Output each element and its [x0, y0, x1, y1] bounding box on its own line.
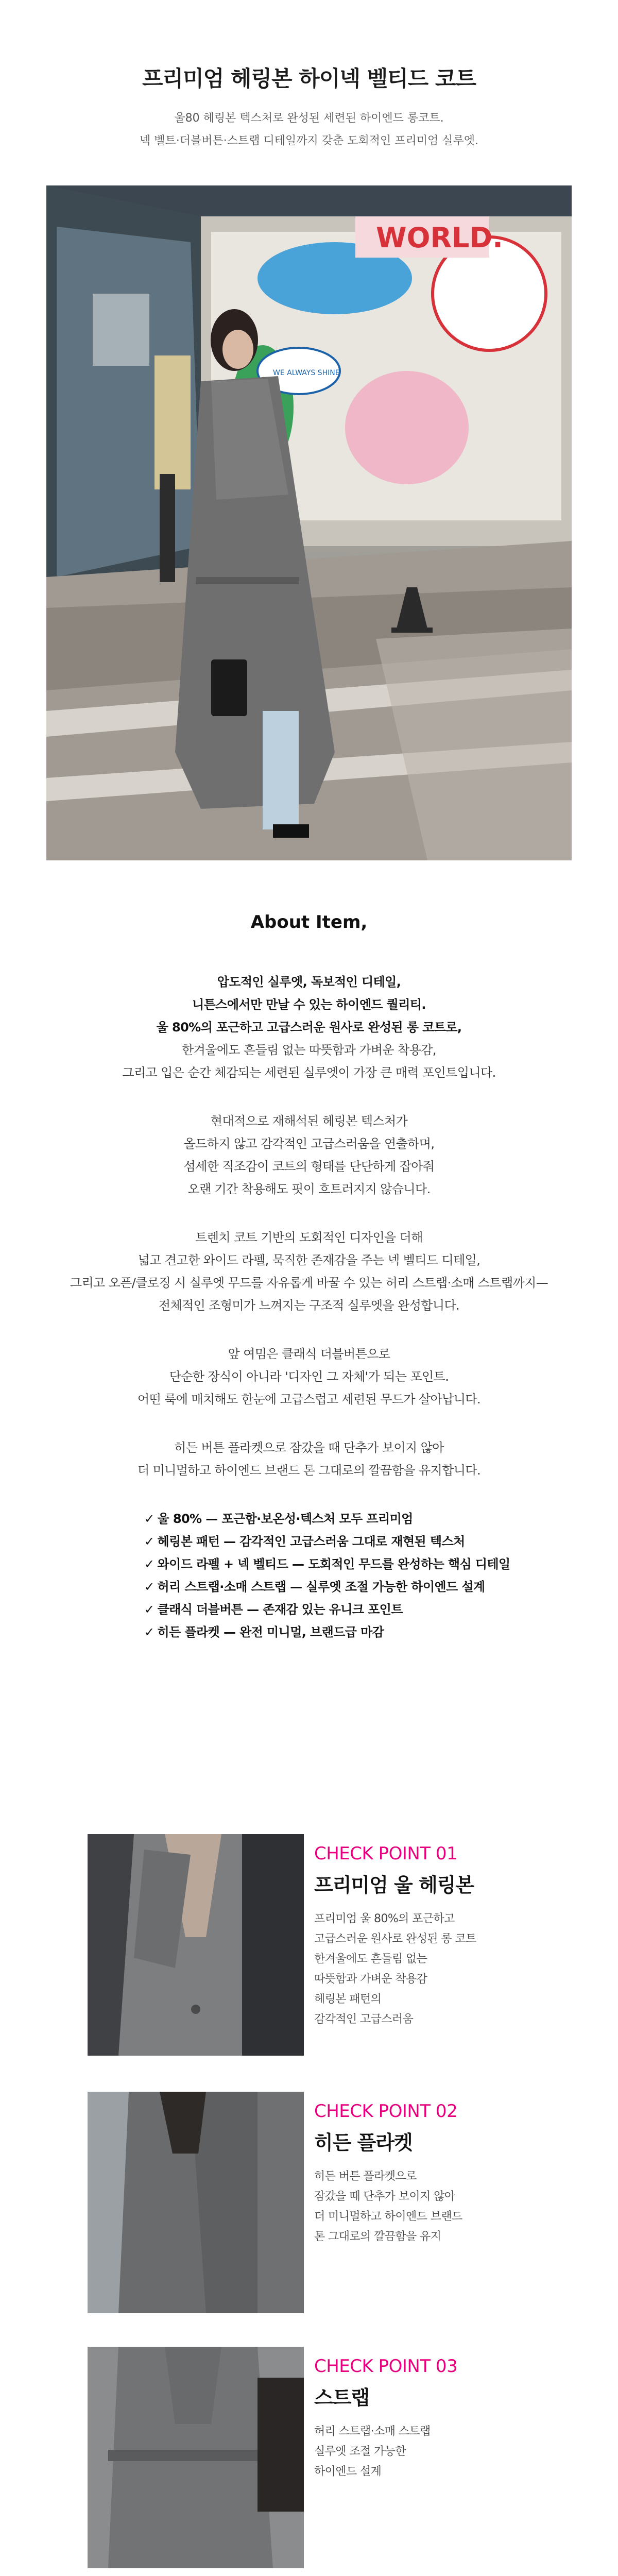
subtitle-line: 울80 헤링본 텍스처로 완성된 세련된 하이엔드 롱코트. — [174, 112, 444, 125]
checkpoint-body — [314, 2421, 551, 2482]
about-line: 넓고 견고한 와이드 라펠, 묵직한 존재감을 주는 넥 벨티드 디테일, — [138, 1253, 480, 1267]
about-line: 그리고 입은 순간 체감되는 세련된 실루엣이 가장 큰 매력 포인트입니다. — [122, 1065, 496, 1080]
check-icon: ✓ — [144, 1557, 154, 1571]
check-icon: ✓ — [144, 1625, 154, 1639]
checkpoint-body — [314, 1909, 551, 2029]
check-icon: ✓ — [144, 1534, 154, 1549]
about-heading: About Item, — [250, 912, 368, 933]
subtitle-line: 넥 벨트·더블버튼·스트랩 디테일까지 갖춘 도회적인 프리미엄 실루엣. — [140, 134, 478, 147]
about-section — [0, 912, 618, 1643]
checklist-text: 와이드 라펠 + 넥 벨티드 — 도회적인 무드를 완성하는 핵심 디테일 — [157, 1557, 510, 1571]
about-line: 니튼스에서만 만날 수 있는 하이엔드 퀄리티. — [192, 997, 426, 1012]
about-line: 그리고 오픈/클로징 시 실루엣 무드를 자유롭게 바꿀 수 있는 허리 스트랩·소매 스트랩까지— — [70, 1276, 548, 1290]
about-line: 히든 버튼 플라켓으로 잠갔을 때 단추가 보이지 않아 — [174, 1440, 444, 1455]
checklist-text: 울 80% — 포근함·보온성·텍스처 모두 프리미엄 — [157, 1512, 413, 1526]
checkpoint-02-text — [314, 2101, 551, 2247]
checkpoint-line: 감각적인 고급스러움 — [314, 2013, 414, 2026]
checkpoint-03 — [88, 2347, 551, 2568]
checkpoint-line: 따뜻함과 가벼운 착용감 — [314, 1973, 427, 1986]
about-paragraph — [0, 1226, 618, 1317]
checklist-text: 클래식 더블버튼 — 존재감 있는 유니크 포인트 — [157, 1602, 403, 1617]
about-line: 앞 여밈은 클래식 더블버튼으로 — [228, 1347, 390, 1361]
about-line: 어떤 룩에 매치해도 한눈에 고급스럽고 세련된 무드가 살아납니다. — [138, 1392, 480, 1406]
product-header — [0, 62, 618, 152]
checkpoint-03-photo — [88, 2347, 304, 2568]
feature-checklist — [77, 1507, 541, 1643]
about-paragraph — [0, 971, 618, 1084]
check-icon: ✓ — [144, 1580, 154, 1594]
checkpoint-02-photo — [88, 2092, 304, 2313]
checkpoint-label: CHECK POINT 01 — [314, 1843, 458, 1864]
check-icon: ✓ — [144, 1602, 154, 1617]
checkpoint-03-illustration — [88, 2347, 304, 2568]
checkpoint-label: CHECK POINT 03 — [314, 2356, 458, 2377]
hero-photo-illustration — [46, 185, 572, 860]
checkpoint-body — [314, 2166, 551, 2247]
checkpoint-01-photo — [88, 1834, 304, 2056]
checkpoint-title: 프리미엄 울 헤링본 — [314, 1874, 474, 1896]
checkpoint-line: 실루엣 조절 가능한 — [314, 2445, 406, 2458]
hero-photo — [46, 185, 572, 860]
checklist-item — [144, 1575, 541, 1598]
checkpoint-01-illustration — [88, 1834, 304, 2056]
checkpoint-label: CHECK POINT 02 — [314, 2101, 458, 2122]
checkpoint-line: 허리 스트랩·소매 스트랩 — [314, 2425, 431, 2438]
about-line: 섬세한 직조감이 코트의 형태를 단단하게 잡아줘 — [183, 1159, 435, 1174]
about-line: 트렌치 코트 기반의 도회적인 디자인을 더해 — [195, 1230, 423, 1245]
about-line: 압도적인 실루엣, 독보적인 디테일, — [217, 975, 401, 989]
checkpoint-line: 헤링본 패턴의 — [314, 1993, 382, 2006]
about-line: 한겨울에도 흔들림 없는 따뜻함과 가벼운 착용감, — [182, 1043, 436, 1057]
product-subtitle — [0, 107, 618, 152]
product-title: 프리미엄 헤링본 하이넥 벨티드 코트 — [142, 66, 476, 91]
about-line: 현대적으로 재해석된 헤링본 텍스처가 — [210, 1114, 408, 1128]
about-line: 울 80%의 포근하고 고급스러운 원사로 완성된 롱 코트로, — [156, 1020, 462, 1035]
checklist-item — [144, 1530, 541, 1553]
checklist-item — [144, 1598, 541, 1621]
checklist-item — [144, 1553, 541, 1575]
about-paragraph — [0, 1110, 618, 1200]
checklist-text: 히든 플라켓 — 완전 미니멀, 브랜드급 마감 — [157, 1625, 384, 1639]
checkpoint-line: 히든 버튼 플라켓으로 — [314, 2170, 417, 2183]
checklist-item — [144, 1621, 541, 1643]
checkpoint-line: 톤 그대로의 깔끔함을 유지 — [314, 2230, 441, 2243]
checkpoint-line: 더 미니멀하고 하이엔드 브랜드 — [314, 2210, 462, 2223]
about-line: 오랜 기간 착용해도 핏이 흐트러지지 않습니다. — [187, 1182, 431, 1196]
checklist-text: 헤링본 패턴 — 감각적인 고급스러움 그대로 재현된 텍스처 — [157, 1534, 465, 1549]
checkpoint-01 — [88, 1834, 551, 2056]
checkpoint-line: 하이엔드 설계 — [314, 2465, 382, 2478]
about-line: 올드하지 않고 감각적인 고급스러움을 연출하며, — [183, 1137, 435, 1151]
about-paragraph — [0, 1436, 618, 1482]
about-paragraph — [0, 1343, 618, 1411]
about-line: 전체적인 조형미가 느껴지는 구조적 실루엣을 완성합니다. — [158, 1298, 460, 1313]
about-line: 더 미니멀하고 하이엔드 브랜드 톤 그대로의 깔끔함을 유지합니다. — [138, 1463, 480, 1478]
checkpoint-title: 스트랩 — [314, 2386, 370, 2409]
checklist-item — [144, 1507, 541, 1530]
checkpoint-line: 한겨울에도 흔들림 없는 — [314, 1953, 427, 1965]
checkpoint-title: 히든 플라켓 — [314, 2131, 413, 2154]
checkpoint-01-text — [314, 1843, 551, 2029]
check-icon: ✓ — [144, 1512, 154, 1526]
checkpoint-03-text — [314, 2356, 551, 2482]
checkpoint-02-illustration — [88, 2092, 304, 2313]
checkpoint-line: 고급스러운 원사로 완성된 롱 코트 — [314, 1933, 476, 1945]
checklist-text: 허리 스트랩·소매 스트랩 — 실루엣 조절 가능한 하이엔드 설계 — [157, 1580, 485, 1594]
checkpoint-02 — [88, 2092, 551, 2313]
about-line: 단순한 장식이 아니라 '디자인 그 자체'가 되는 포인트. — [169, 1369, 449, 1384]
mural-shine-text: WE ALWAYS SHINE — [273, 369, 340, 377]
checkpoint-line: 프리미엄 울 80%의 포근하고 — [314, 1912, 455, 1925]
mural-world-text: WORLD. — [376, 222, 503, 254]
checkpoint-line: 잠갔을 때 단추가 보이지 않아 — [314, 2190, 455, 2203]
